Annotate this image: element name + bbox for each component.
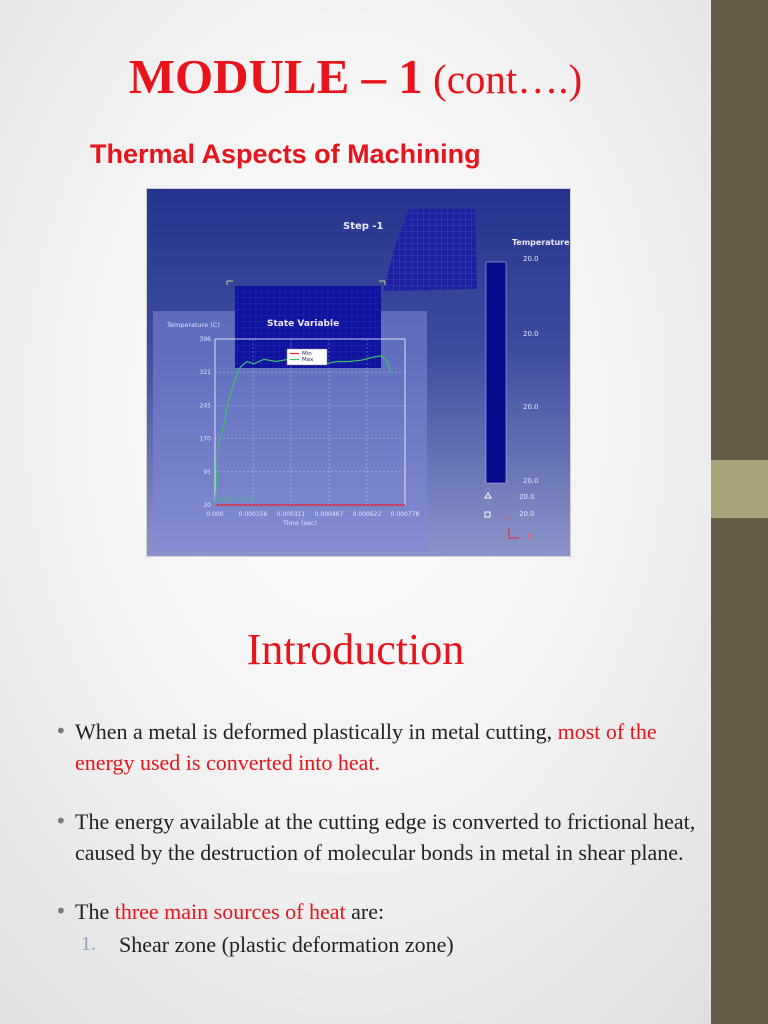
bullet-text: The energy available at the cutting edge is converted to frictional heat, caused by the destruction of molecular bonds in metal in shear plane. <box>75 809 696 865</box>
colorbar-title: Temperature <box>512 238 570 247</box>
axis-triad <box>509 528 519 538</box>
bullet-dot-icon: • <box>55 809 67 833</box>
numbered-item-number: 1. <box>81 933 96 955</box>
triangle-icon <box>485 493 491 498</box>
square-icon <box>485 512 490 517</box>
x-axis-title: Time (sec) <box>282 519 318 527</box>
series-line-max <box>215 356 391 505</box>
y-axis-title: Temperature (C) <box>167 321 220 329</box>
colorbar-tick: 20.0 <box>523 330 539 338</box>
x-tick-label: 0.000467 <box>314 511 344 518</box>
state-variable-label: State Variable <box>267 319 340 329</box>
bullet-highlight: most of the energy used is converted into heat. <box>75 719 657 775</box>
section-heading: Introduction <box>246 625 465 674</box>
sidebar-accent-block <box>711 460 768 518</box>
bullet-dot-icon: • <box>55 719 67 743</box>
bullet-item <box>55 896 705 927</box>
axis-y-label: Y <box>506 515 511 523</box>
colorbar-tick: 20.0 <box>523 255 539 263</box>
bullet-highlight: three main sources of heat <box>114 899 346 924</box>
selection-markers <box>227 281 385 285</box>
bullet-suffix: are: <box>345 899 385 924</box>
colorbar-tick: 20.0 <box>523 403 539 411</box>
cutting-tool-mesh <box>383 209 477 291</box>
legend-label: Max <box>302 357 314 363</box>
legend-label: Min <box>302 351 312 357</box>
bullet-list <box>55 716 705 960</box>
simulation-figure <box>146 188 571 557</box>
y-tick-label: 170 <box>199 435 211 443</box>
bullet-item <box>55 716 705 778</box>
title-suffix: (cont….) <box>422 56 583 102</box>
bullet-dot-icon: • <box>55 899 67 923</box>
y-tick-label: 245 <box>199 402 211 410</box>
x-tick-label: 0.000622 <box>352 511 382 518</box>
bullet-item <box>55 806 705 868</box>
data-annotation: (0.000, 20.0) <box>218 497 254 503</box>
y-tick-label: 95 <box>203 468 211 476</box>
bullet-text: When a metal is deformed plastically in metal cutting, <box>75 719 558 744</box>
y-tick-label: 321 <box>199 369 211 377</box>
numbered-item-text: Shear zone (plastic deformation zone) <box>119 932 454 957</box>
numbered-item <box>55 929 705 960</box>
colorbar <box>486 262 506 483</box>
bullet-prefix: The <box>75 899 115 924</box>
x-tick-label: 0.000156 <box>238 511 268 518</box>
temperature-chart <box>153 311 427 551</box>
colorbar-tick: 20.0 <box>523 477 539 485</box>
slide-title <box>0 48 711 105</box>
y-tick-label: 20 <box>203 502 211 509</box>
title-main: MODULE – 1 <box>128 49 423 104</box>
x-tick-label: 0.000 <box>206 511 224 518</box>
x-tick-label: 0.000778 <box>390 511 420 518</box>
colorbar-max-value: 20.0 <box>519 493 535 501</box>
axis-x-label: X <box>527 533 532 541</box>
step-label: Step -1 <box>343 221 384 232</box>
y-tick-label: 396 <box>199 336 211 343</box>
colorbar-min-value: 20.0 <box>519 510 535 518</box>
slide-subtitle: Thermal Aspects of Machining <box>90 139 481 169</box>
x-tick-label: 0.000311 <box>276 511 306 518</box>
